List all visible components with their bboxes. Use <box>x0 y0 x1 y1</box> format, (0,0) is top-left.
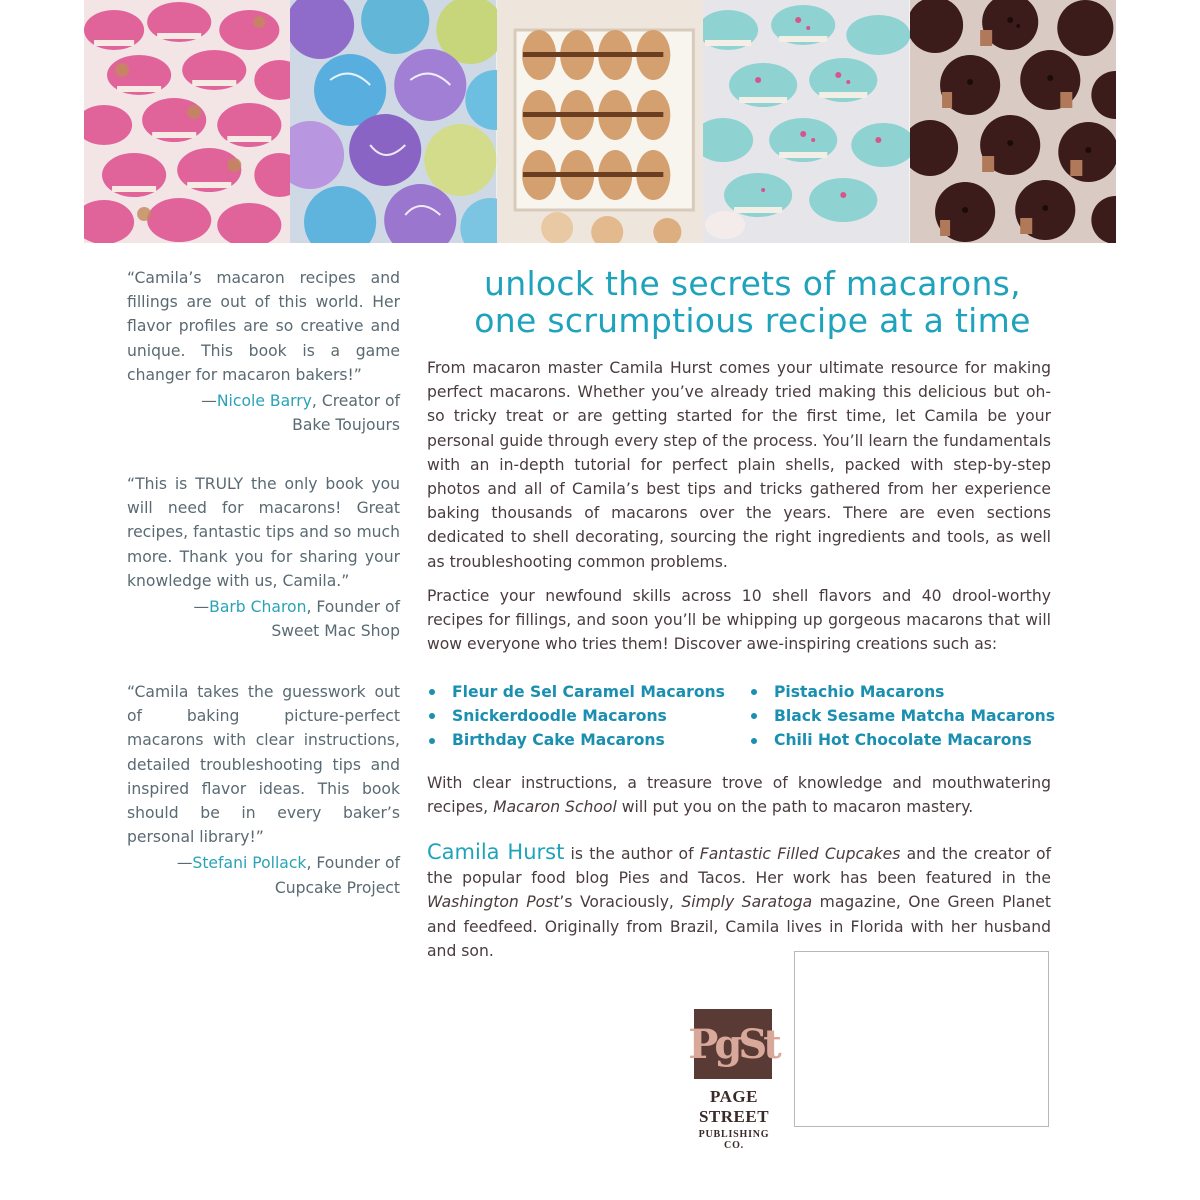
testimonial-2-role: , Founder of <box>306 598 400 617</box>
testimonial-1-attribution <box>127 389 400 437</box>
tan-macarons-box-photo <box>497 0 703 243</box>
publisher-logo <box>688 1009 779 1151</box>
testimonial-3-name: Stefani Pollack <box>192 854 307 873</box>
testimonial-3-text: “Camila takes the guesswork out of baking picture-perfect macarons with clear instructions, detailed troubleshooting tips and inspired flavor ideas. This book should be in every baker’s personal library!” <box>127 683 400 847</box>
bullet-icon <box>751 713 757 719</box>
testimonial-2-attribution <box>127 595 400 643</box>
testimonial-2-text: “This is TRULY the only book you will need for macarons! Great recipes, fantastic tips and so much more. Thank you for sharing your knowledge with us, Camila.” <box>127 475 400 590</box>
chocolate-macarons-photo <box>910 0 1116 243</box>
bullet-icon <box>429 738 435 744</box>
testimonial-2 <box>127 472 400 643</box>
headline <box>425 265 1080 339</box>
bullet-icon <box>429 713 435 719</box>
author-bio <box>427 840 1051 963</box>
list-item <box>427 680 749 704</box>
macaron-photo-strip <box>84 0 1116 243</box>
list-item <box>749 680 1059 704</box>
publication-name: Washington Post <box>427 893 560 912</box>
publisher-subtitle: PUBLISHING CO. <box>698 1129 770 1151</box>
list-item-label: Chili Hot Chocolate Macarons <box>774 731 1032 750</box>
previous-book-title: Fantastic Filled Cupcakes <box>699 845 901 863</box>
closing-paragraph <box>427 771 1051 819</box>
testimonial-1-text: “Camila’s macaron recipes and fillings are out of this world. Her flavor profiles are so creative and unique. This book is a game changer for macaron bakers!” <box>127 269 400 384</box>
book-title: Macaron School <box>493 798 617 817</box>
blue-purple-macarons-photo <box>290 0 496 243</box>
magazine-name: Simply Saratoga <box>681 893 813 912</box>
testimonial-3-org: Cupcake Project <box>274 878 400 897</box>
list-item-label: Snickerdoodle Macarons <box>452 707 667 726</box>
attribution-dash: — <box>176 854 193 873</box>
author-name: Camila Hurst <box>427 840 565 864</box>
headline-line-2: one scrumptious recipe at a time <box>474 301 1031 340</box>
list-item <box>749 728 1059 752</box>
testimonial-1-role: , Creator of <box>311 392 400 411</box>
bio-text: ’s Voraciously, <box>559 893 682 912</box>
testimonial-2-name: Barb Charon <box>209 598 307 617</box>
testimonial-2-org: Sweet Mac Shop <box>271 622 400 641</box>
list-item-label: Pistachio Macarons <box>774 683 945 701</box>
attribution-dash: — <box>193 598 210 617</box>
attribution-dash: — <box>201 392 217 411</box>
bio-text: and the creator of the popular food blog Pies and Tacos. Her work has been featured in the <box>427 845 1051 888</box>
publisher-name: PAGE STREET <box>698 1087 770 1126</box>
list-item <box>427 728 749 752</box>
list-item <box>427 704 749 728</box>
bio-text: magazine, One Green Planet and feedfeed. Originally from Brazil, Camila lives in Florida with her husband and son. <box>427 893 1051 960</box>
bullet-icon <box>751 689 757 695</box>
featured-recipes-list <box>427 680 1067 753</box>
practice-paragraph: Practice your newfound skills across 10 shell flavors and 40 drool-worthy recipes for fillings, and soon you’ll be whipping up gorgeous macarons that will wow everyone who tries them! Discover awe-inspiring creations such as: <box>427 587 1051 654</box>
headline-line-1: unlock the secrets of macarons, <box>484 264 1021 303</box>
testimonial-1-org: Bake Toujours <box>292 416 400 435</box>
page-street-logo-mark: PgSt <box>694 1009 772 1079</box>
pink-macarons-photo <box>84 0 290 243</box>
bullet-icon <box>429 689 435 695</box>
barcode-placeholder <box>794 951 1049 1127</box>
list-item-label: Black Sesame Matcha Macarons <box>774 707 1056 726</box>
closing-text-end: will put you on the path to macaron mastery. <box>616 798 974 817</box>
testimonial-1-name: Nicole Barry <box>216 392 312 411</box>
list-item-label: Birthday Cake Macarons <box>452 731 665 750</box>
testimonial-3-role: , Founder of <box>306 854 400 873</box>
mint-macarons-photo <box>703 0 909 243</box>
intro-paragraph: From macaron master Camila Hurst comes your ultimate resource for making perfect macarons. Whether you’ve already tried making this delicious but oh-so tricky treat or are getting started for the first time, let Camila be your personal guide through every step of the process. You’ll learn the fundamentals with an in-depth tutorial for perfect plain shells, packed with step-by-step photos and all of Camila’s best tips and tricks gathered from her experience baking thousands of macarons over the years. There are even sections dedicated to shell decorating, sourcing the right ingredients and tools, as well as troubleshooting common problems. <box>427 359 1051 571</box>
bio-text: is the author of <box>564 845 700 863</box>
testimonial-3 <box>127 680 400 900</box>
list-item <box>749 704 1059 728</box>
bullet-icon <box>751 738 757 744</box>
testimonial-1 <box>127 266 400 437</box>
list-item-label: Fleur de Sel Caramel Macarons <box>452 683 725 701</box>
closing-text-start: With clear instructions, a treasure trove of knowledge and mouthwatering recipes, <box>427 774 1051 817</box>
testimonial-3-attribution <box>127 851 400 899</box>
